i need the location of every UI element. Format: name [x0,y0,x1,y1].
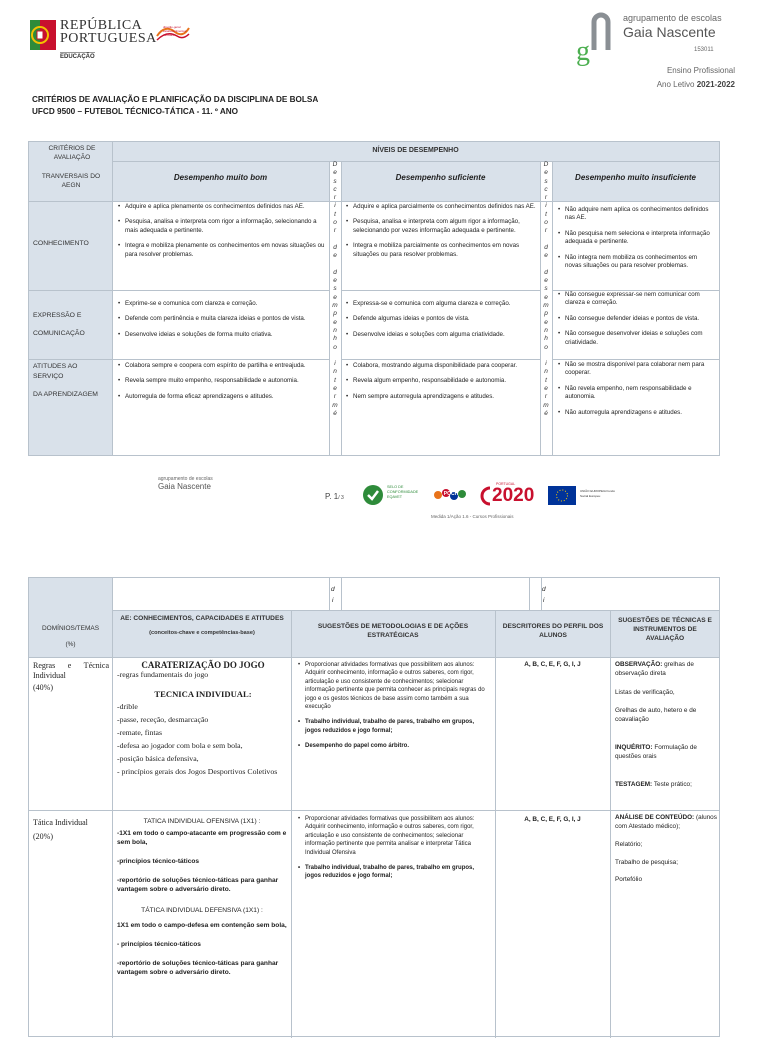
content-text: (alunos com Atestado médico); [615,814,717,830]
row1-profile: A, B, C, E, F, G, I, J [524,661,581,668]
level-very-good: Desempenho muito bom [173,173,268,182]
vertical-letter: n [544,368,548,376]
list-item: • Revela algum empenho, responsabilidade e autonomia. [345,377,537,385]
list-item: • Defende com pertinência e muita clareza ideias e pontos de vista. [117,315,325,323]
list-item: • Proporcionar atividades formativas que possibilitem aos alunos: Adquirir conhecimento, informação e outros saberes, com rigor, articulação e uso consistente de conhecimentos; selecionar informação pertinente que permita analisar e interpretar Tática Individual Ofensiva [297,815,489,857]
ministry-label: EDUCAÇÃO [60,54,95,60]
criteria-table [28,141,720,456]
vertical-letter: o [544,343,548,351]
ae-item: - princípios técnico-táticos [117,941,201,948]
list-item: • Revela sempre muito empenho, responsabilidade e autonomia. [117,377,325,385]
svg-text:g: g [576,36,590,66]
list-item: • Desenvolve ideias e soluções de forma muito criativa. [117,331,325,339]
test-item [615,780,717,789]
dg-logo [155,22,191,46]
vertical-letter: h [333,335,337,343]
content-label: ANÁLISE DE CONTEÚDO: [615,814,695,821]
poch-logo [432,485,470,505]
vertical-letter: d [544,268,548,276]
grids-item: Grelhas de auto, hetero e de coavaliação [615,707,697,723]
list-item: • Integra e mobiliza plenamente os conhecimentos em novas situações ou para resolver problemas. [117,242,325,259]
defensive-title: TÁTICA INDIVIDUAL DEFENSIVA (1X1) : [141,907,263,914]
vertical-letter: n [333,368,337,376]
vertical-letter: o [333,219,337,227]
vertical-letter: e [544,318,548,326]
eqavet-check-icon [362,484,384,506]
ae-item: -drible [117,702,138,711]
level-sufficient: Desempenho suficiente [395,173,486,182]
instruments-header: SUGESTÕES DE TÉCNICAS E INSTRUMENTOS DE AVALIAÇÃO [618,617,712,642]
republica-logo [30,18,157,62]
ae-title-tecnica: TECNICA INDIVIDUAL: [154,689,252,699]
republica-line2: PORTUGUESA [60,31,157,46]
list-item: • Integra e mobiliza parcialmente os conhecimentos em novas situações ou para resolver problemas. [345,242,537,259]
vertical-letter: d [544,243,548,251]
list-item: • Não adquire nem aplica os conhecimentos definidos nas AE. [557,206,715,223]
vertical-letter: é [333,409,337,417]
list-item: • Não autorregula aprendizagens e atitudes. [557,409,715,417]
school-year-value: 2021-2022 [696,80,735,89]
ae-item: -remate, fintas [117,728,163,737]
doc-title [32,94,318,118]
test-text: Teste prático; [653,781,692,788]
page-total: / 3 [338,495,344,501]
vertical-letter: e [333,385,337,393]
footer-school-label: agrupamento de escolas [158,476,213,482]
list-item: • Pesquisa, analisa e interpreta com rigor a informação, selecionando a mais adequada e pertinente. [117,218,325,235]
vertical-letter [541,236,551,244]
list-item: • Autorregula de forma eficaz aprendizagens e atitudes. [117,393,325,401]
lists-item: Listas de verificação, [615,689,675,696]
eqavet-text: SELO DE CONFORMIDADE EQAVET [387,485,419,499]
list-item: • Adquire e aplica plenamente os conhecimentos definidos nas AE. [117,203,325,211]
row2-domain-pct: (20%) [33,832,53,841]
observation-text: grelhas de observação direta [615,661,694,677]
criterion-attitudes-a: ATITUDES AO [33,363,78,370]
vertical-letter: n [544,326,548,334]
criterion-attitudes-c: DA APRENDIZAGEM [33,391,98,398]
vertical-letter: o [544,219,548,227]
vertical-descriptor-1 [330,161,340,418]
eu-flag-icon [548,486,576,505]
vertical-letter [330,352,340,360]
ae-header-sub: (conceitos-chave e competências-base) [149,630,255,636]
list-item: • Desempenho do papel como árbitro. [297,742,489,750]
vertical-letter: r [333,227,337,235]
inquiry-item [615,743,717,761]
eu-logo [548,486,618,506]
list-item: • Não consegue desenvolver ideias e soluções com criatividade. [557,330,715,347]
course-type: Ensino Profissional [666,66,735,75]
vertical-letter: i [545,202,547,210]
list-item: • Defende algumas ideias e pontos de vista. [345,315,537,323]
eu-text: UNIÃO EUROPEIA Fundo Social Europeu [580,489,616,498]
list-item: • Adquire e aplica parcialmente os conhecimentos definidos nas AE. [345,203,537,211]
vertical-letter: e [333,169,337,177]
row2-profile: A, B, C, E, F, G, I, J [524,816,581,823]
vertical-letter: D [332,161,338,168]
ae-item: -passe, receção, desmarcação [117,715,209,724]
vertical-letter: c [333,185,337,193]
vertical-letter: e [544,293,548,301]
ae-item: 1X1 em todo o campo-defesa em contenção sem bola, [117,922,287,929]
vertical-letter: m [543,302,549,310]
criterion-knowledge: CONHECIMENTO [33,240,89,247]
vertical-letter: s [333,285,337,293]
row2-domain [33,816,109,844]
vertical-letter: d [333,268,337,276]
vertical-letter: i [334,202,336,210]
expression-sufficient [345,300,537,346]
vertical-letter: t [545,210,547,218]
row2-methods [297,815,489,888]
vertical-letter: t [334,376,336,384]
list-item: • Não se mostra disponível para colaborar nem para cooperar. [557,361,715,378]
vertical-letter: r [333,194,337,202]
list-item: • Não pesquisa nem seleciona e interpreta informação adequada e pertinente. [557,230,715,247]
vertical-letter: e [544,277,548,285]
row1-domain-pct: (40%) [33,683,53,692]
ae-header [117,614,287,638]
dg-logo-text: direção-geral estabelecimentos escolares [163,25,187,37]
vertical-letter: d [333,243,337,251]
vertical-letter: e [544,385,548,393]
criterion-expression-a: EXPRESSÃO E [33,312,82,319]
vertical-letter: r [544,393,548,401]
ae-item: -princípios técnico-táticos [117,858,200,865]
attitudes-sufficient [345,362,537,408]
list-item: • Não consegue defender ideias e pontos de vista. [557,315,715,323]
row1-domain-name: Regras e Técnica Individual [33,661,109,680]
footer-school-logo [158,476,213,491]
knowledge-insufficient [557,206,715,277]
vertical-letter: n [333,326,337,334]
vertical-letter: m [332,401,338,409]
content-item [615,813,717,831]
top-letter-d-1: d [331,586,335,593]
list-item: • Desenvolve ideias e soluções com alguma criatividade. [345,331,537,339]
list-item: • Proporcionar atividades formativas que possibilitem aos alunos: Adquirir conhecimento, informação e outros saberes, com rigor, articulação e uso consistente de conhecimentos; selecionar informação pertinente que permita conhecer as principais regras do jogo e os gestos técnicos de base assim como também a sua execução [297,661,489,711]
vertical-letter: t [334,210,336,218]
expression-very-good [117,300,325,346]
portugal2020-small: PORTUGAL [496,482,516,486]
levels-header: NÍVEIS DE DESEMPENHO [372,147,459,154]
list-item: • Expressa-se e comunica com alguma clareza e correção. [345,300,537,308]
footer-school-name: Gaia Nascente [158,482,211,491]
row2-domain-name: Tática Individual [33,818,88,827]
research-item: Trabalho de pesquisa; [615,859,679,866]
level-very-insufficient: Desempenho muito insuficiente [575,173,696,182]
list-item: • Não integra nem mobiliza os conhecimentos em novas situações ou para resolver problemas. [557,254,715,271]
criteria-header-b: TRANVERSAIS DO AEGN [41,173,101,189]
vertical-letter: r [544,194,548,202]
vertical-letter: D [543,161,549,168]
vertical-letter: i [545,360,547,368]
row2-ae [117,817,287,977]
vertical-letter: é [544,409,548,417]
vertical-letter: e [544,252,548,260]
ae-item: -reportório de soluções técnico-táticas para ganhar vantagem sobre o adversário direto. [117,960,279,976]
vertical-letter: r [333,393,337,401]
vertical-letter: e [333,252,337,260]
vertical-letter: e [544,169,548,177]
criterion-expression [33,307,85,343]
school-name: Gaia Nascente [623,24,716,40]
vertical-letter: e [333,293,337,301]
top-letter-i-1: i [332,597,334,604]
inquiry-label: INQUÉRITO: [615,744,653,751]
criterion-attitudes [33,362,98,400]
criterion-attitudes-b: SERVIÇO [33,373,64,380]
offensive-title: TATICA INDIVIDUAL OFENSIVA (1X1) : [143,818,261,825]
list-item: • Trabalho individual, trabalho de pares, trabalho em grupos, jogos reduzidos e jogo formal; [297,864,489,881]
instruments-list [615,660,717,884]
knowledge-sufficient [345,203,537,266]
vertical-descriptor-2 [541,161,551,418]
portfolio-item: Portefólio [615,876,642,883]
list-item: • Nem sempre autorregula aprendizagens e atitudes. [345,393,537,401]
vertical-letter: p [333,310,337,318]
domains-header-pct: (%) [65,641,76,648]
vertical-letter: h [544,335,548,343]
vertical-letter: m [543,401,549,409]
ae-item: -reportório de soluções técnico-táticas para ganhar vantagem sobre o adversário direto. [117,877,279,893]
portugal2020-text: 2020 [492,485,535,506]
top-letter-d-2: d [542,586,546,593]
doc-title-line1: CRITÉRIOS DE AVALIAÇÃO E PLANIFICAÇÃO DA DISCIPLINA DE BOLSA [32,95,319,104]
school-group-label: agrupamento de escolas [623,13,722,23]
row1-methods [297,661,489,758]
gn-logo-icon [576,10,618,66]
vertical-letter: e [333,277,337,285]
vertical-letter: s [544,177,548,185]
list-item: • Exprime-se e comunica com clareza e correção. [117,300,325,308]
ae-item: -posição básica defensiva, [117,754,199,763]
domains-header [29,621,112,653]
list-item: • Colabora sempre e coopera com espírito de partilha e entreajuda. [117,362,325,370]
attitudes-insufficient [557,361,715,424]
list-item: • Pesquisa, analisa e interpreta com algum rigor a informação, selecionando por vezes informação adequada e pertinente. [345,218,537,235]
ae-item: - princípios gerais dos Jogos Desportivos Coletivos [117,767,278,776]
criteria-header-a: CRITÉRIOS DE AVALIAÇÃO [48,145,96,161]
observation-item [615,660,717,678]
ae-item: -defesa ao jogador com bola e sem bola, [117,741,243,750]
vertical-letter: s [333,177,337,185]
vertical-letter: i [334,360,336,368]
poch-text: POCH [443,491,459,497]
vertical-letter: c [544,185,548,193]
ae-header-label: AE: CONHECIMENTOS, CAPACIDADES E ATITUDES [120,615,284,622]
ae-title-caracterizacao: CARATERIZAÇÃO DO JOGO [141,660,265,670]
page-prefix: P. 1 [325,492,339,501]
vertical-letter: m [332,302,338,310]
criterion-expression-b: COMUNICAÇÃO [33,330,85,337]
coat-of-arms-icon [30,20,56,50]
republica-line1: REPÚBLICA [60,18,143,33]
vertical-letter: r [544,227,548,235]
list-item: • Trabalho individual, trabalho de pares, trabalho em grupos, jogos reduzidos e jogo formal; [297,718,489,735]
vertical-letter: o [333,343,337,351]
vertical-letter [330,236,340,244]
row1-domain [33,661,109,693]
school-logo [576,10,736,66]
portugal2020-mark-icon [478,486,492,506]
row1-ae [117,660,289,776]
school-year [657,80,735,89]
vertical-letter: p [544,310,548,318]
list-item: • Colabora, mostrando alguma disponibilidade para cooperar. [345,362,537,370]
observation-label: OBSERVAÇÃO: [615,661,663,668]
list-item: • Não revela empenho, nem responsabilidade e autonomia. [557,385,715,402]
domains-header-label: DOMÍNIOS/TEMAS [41,625,100,632]
test-label: TESTAGEM: [615,781,653,788]
vertical-letter: e [333,318,337,326]
page-number [325,492,344,501]
report-item: Relatório; [615,841,643,848]
ae-rules: -regras fundamentais do jogo [117,670,209,679]
profile-header: DESCRITORES DO PERFIL DOS ALUNOS [502,623,604,639]
ae-item: -1X1 em todo o campo-atacante em progressão com e sem bola, [117,830,287,846]
vertical-letter [330,261,340,269]
vertical-letter [541,261,551,269]
attitudes-very-good [117,362,325,408]
eqavet-logo [362,482,430,508]
expression-insufficient [557,291,715,354]
vertical-letter [541,352,551,360]
doc-title-line2: UFCD 9500 – FUTEBOL TÉCNICO-TÁTICA - 11. º ANO [32,107,239,116]
vertical-letter: t [545,376,547,384]
inquiry-text: Formulação de questões orais [615,744,697,760]
top-letter-i-2: i [543,597,545,604]
school-year-label: Ano Letivo [656,80,695,89]
list-item: • Não consegue expressar-se nem comunicar com clareza e correção. [557,291,715,308]
portugal2020-logo [478,482,542,508]
planning-table [28,577,720,1037]
methods-header: SUGESTÕES DE METODOLOGIAS E DE AÇÕES ESTRATÉGICAS [317,623,469,639]
knowledge-very-good [117,203,325,266]
school-code: 153011 [694,47,714,53]
vertical-letter: s [544,285,548,293]
measure-text: Medida 1/Ação 1.6 - Cursos Profissionais [431,514,514,519]
